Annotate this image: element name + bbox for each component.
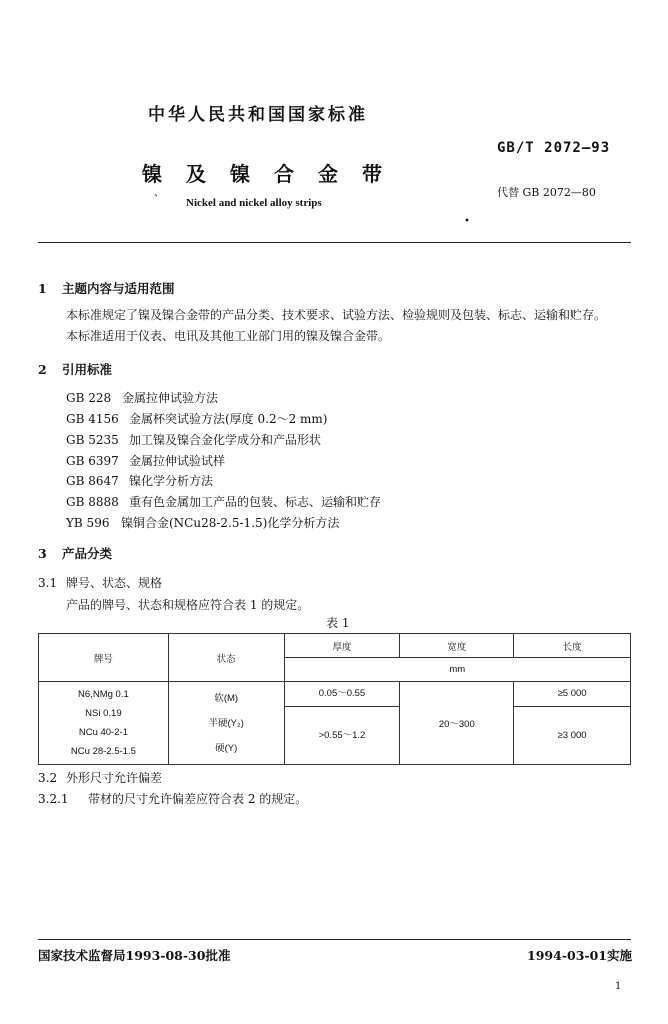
thickness-cell bbox=[284, 682, 400, 765]
thickness-value: 0.05～0.55 bbox=[285, 682, 400, 707]
ref-item bbox=[66, 472, 213, 489]
header-length: 长度 bbox=[514, 634, 631, 658]
grade-item: NCu 40-2-1 bbox=[78, 727, 128, 738]
effective-date: 1994-03-01实施 bbox=[527, 948, 632, 963]
length-value: ≥3 000 bbox=[557, 730, 587, 741]
section-1-para-2: 本标准适用于仪表、电讯及其他工业部门用的镍及镍合金带。 bbox=[66, 329, 391, 343]
header-temper: 状态 bbox=[168, 634, 284, 682]
section-3-title: 产品分类 bbox=[62, 546, 113, 561]
page-number: 1 bbox=[615, 981, 622, 992]
subsection-3-2-number: 3.2 bbox=[38, 771, 58, 785]
grade-item: NCu 28-2.5-1.5 bbox=[70, 746, 136, 757]
scan-mark: 、 bbox=[154, 188, 164, 199]
scan-dot: • bbox=[464, 216, 470, 227]
subsection-3-1-text: 产品的牌号、状态和规格应符合表 1 的规定。 bbox=[66, 598, 310, 612]
subsection-3-2-heading bbox=[38, 769, 162, 786]
section-2-title: 引用标准 bbox=[62, 362, 113, 377]
grade-item: N6,NMg 0.1 bbox=[78, 689, 129, 700]
table-caption: 表 1 bbox=[326, 616, 350, 630]
title-en: Nickel and nickel alloy strips bbox=[186, 197, 322, 209]
section-1-heading bbox=[38, 279, 175, 297]
ref-title: 镍铜合金(NCu28-2.5-1.5)化学分析方法 bbox=[121, 516, 340, 530]
temper-item: 硬(Y) bbox=[215, 742, 238, 754]
section-2-number: 2 bbox=[38, 362, 47, 377]
header-thickness: 厚度 bbox=[284, 634, 400, 658]
subsection-3-2-title: 外形尺寸允许偏差 bbox=[66, 771, 163, 785]
grade-item: NSi 0.19 bbox=[85, 708, 122, 719]
ref-code: GB 6397 bbox=[66, 454, 119, 468]
section-2-heading bbox=[38, 360, 112, 378]
length-value: ≥5 000 bbox=[514, 682, 630, 707]
ref-title: 加工镍及镍合金化学成分和产品形状 bbox=[129, 433, 322, 447]
ref-code: YB 596 bbox=[66, 516, 110, 530]
footer-divider bbox=[38, 939, 631, 940]
temper-item: 半硬(Y₂) bbox=[208, 717, 244, 729]
ref-title: 镍化学分析方法 bbox=[129, 474, 214, 488]
ref-code: GB 4156 bbox=[66, 412, 119, 426]
ref-title: 金属杯突试验方法(厚度 0.2～2 mm) bbox=[129, 412, 328, 426]
header-grade: 牌号 bbox=[39, 634, 169, 682]
section-1-para-1: 本标准规定了镍及镍合金带的产品分类、技术要求、试验方法、检验规则及包装、标志、运输和贮存。 bbox=[66, 308, 607, 322]
section-3-number: 3 bbox=[38, 546, 47, 561]
thickness-value: >0.55～1.2 bbox=[318, 730, 366, 741]
subsection-3-1-heading bbox=[38, 574, 162, 591]
ref-code: GB 5235 bbox=[66, 433, 119, 447]
ref-code: GB 228 bbox=[66, 391, 112, 405]
header-width: 宽度 bbox=[400, 634, 514, 658]
org-title: 中华人民共和国国家标准 bbox=[148, 105, 368, 125]
approval-date: 国家技术监督局1993-08-30批准 bbox=[38, 948, 231, 963]
ref-title: 重有色金属加工产品的包装、标志、运输和贮存 bbox=[129, 495, 382, 509]
ref-item bbox=[66, 431, 321, 448]
header-divider bbox=[38, 242, 631, 243]
ref-code: GB 8647 bbox=[66, 474, 119, 488]
length-cell bbox=[514, 682, 631, 765]
grade-cell bbox=[39, 682, 169, 765]
section-1-title: 主题内容与适用范围 bbox=[62, 281, 175, 296]
ref-item bbox=[66, 514, 339, 531]
ref-item bbox=[66, 410, 327, 427]
standard-number: GB/T 2072—93 bbox=[497, 140, 611, 156]
section-3-heading bbox=[38, 544, 112, 562]
temper-item: 软(M) bbox=[214, 692, 239, 704]
ref-item bbox=[66, 389, 218, 406]
subsection-3-2-1-number: 3.2.1 bbox=[38, 792, 69, 806]
ref-code: GB 8888 bbox=[66, 495, 119, 509]
replaces-standard: 代替 GB 2072—80 bbox=[497, 186, 596, 199]
subsection-3-2-1-text: 带材的尺寸允许偏差应符合表 2 的规定。 bbox=[88, 792, 308, 806]
spec-table bbox=[38, 633, 631, 765]
ref-item bbox=[66, 493, 381, 510]
subsection-3-1-title: 牌号、状态、规格 bbox=[66, 576, 163, 590]
ref-item bbox=[66, 452, 225, 469]
ref-title: 金属拉伸试验方法 bbox=[122, 391, 219, 405]
width-cell: 20～300 bbox=[400, 682, 514, 765]
header-unit: mm bbox=[284, 658, 630, 682]
title-cn: 镍及镍合金带 bbox=[142, 162, 406, 186]
subsection-3-2-1 bbox=[38, 790, 307, 807]
temper-cell bbox=[168, 682, 284, 765]
section-1-number: 1 bbox=[38, 281, 47, 296]
ref-title: 金属拉伸试验试样 bbox=[129, 454, 226, 468]
subsection-3-1-number: 3.1 bbox=[38, 576, 58, 590]
